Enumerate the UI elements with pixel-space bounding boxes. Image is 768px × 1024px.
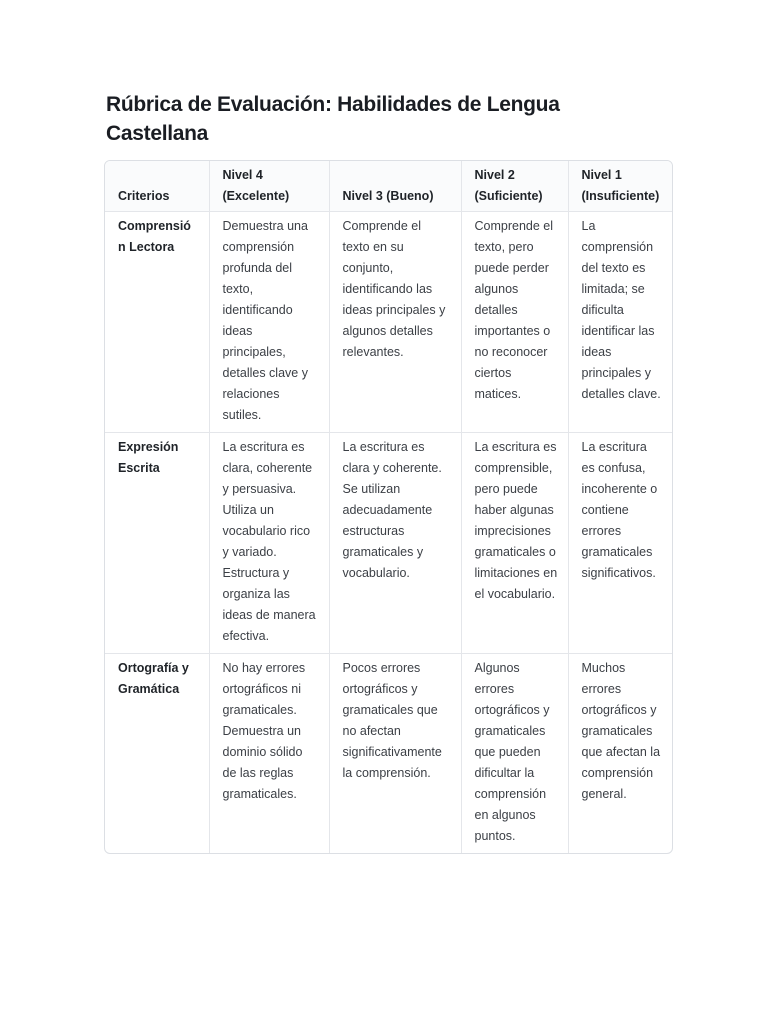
level-1-cell: Muchos errores ortográficos y gramaticales que afectan la comprensión general. (581, 661, 661, 801)
level-3-cell: Comprende el texto en su conjunto, identificando las ideas principales y algunos detalles relevantes. (329, 212, 461, 433)
header-nivel-4: Nivel 4 (Excelente) (209, 161, 329, 212)
table-row (105, 212, 672, 433)
rubric-table (105, 161, 672, 853)
level-4-cell: No hay errores ortográficos ni gramaticales. Demuestra un dominio sólido de las reglas gramaticales. (209, 654, 329, 854)
level-3-cell: Pocos errores ortográficos y gramaticales que no afectan significativamente la comprensión. (329, 654, 461, 854)
table-row (105, 654, 672, 854)
header-criterios: Criterios (105, 161, 209, 212)
rubric-table-container (104, 160, 673, 854)
table-header-row (105, 161, 672, 212)
header-nivel-2: Nivel 2 (Suficiente) (461, 161, 568, 212)
level-2-cell: Algunos errores ortográficos y gramaticales que pueden dificultar la comprensión en algunos puntos. (461, 654, 568, 854)
level-1-cell: La escritura es confusa, incoherente o contiene errores gramaticales significativos. (568, 433, 672, 654)
level-4-cell: La escritura es clara, coherente y persuasiva. Utiliza un vocabulario rico y variado. Estructura y organiza las ideas de manera efectiva. (209, 433, 329, 654)
level-4-cell: Demuestra una comprensión profunda del texto, identificando ideas principales, detalles clave y relaciones sutiles. (209, 212, 329, 433)
criterion-cell: Ortografía y Gramática (105, 654, 209, 854)
level-2-cell: Comprende el texto, pero puede perder algunos detalles importantes o no reconocer ciertos matices. (461, 212, 568, 433)
level-1-cell: La comprensión del texto es limitada; se dificulta identificar las ideas principales y detalles clave. (568, 212, 672, 433)
criterion-cell: Expresión Escrita (105, 433, 209, 654)
header-nivel-3: Nivel 3 (Bueno) (329, 161, 461, 212)
table-row (105, 433, 672, 654)
criterion-cell: Comprensión Lectora (105, 212, 209, 433)
header-nivel-1: Nivel 1 (Insuficiente) (568, 161, 672, 212)
page-title: Rúbrica de Evaluación: Habilidades de Lengua Castellana (106, 93, 560, 145)
level-3-cell: La escritura es clara y coherente. Se utilizan adecuadamente estructuras gramaticales y vocabulario. (329, 433, 461, 654)
level-2-cell: La escritura es comprensible, pero puede haber algunas imprecisiones gramaticales o limitaciones en el vocabulario. (461, 433, 568, 654)
